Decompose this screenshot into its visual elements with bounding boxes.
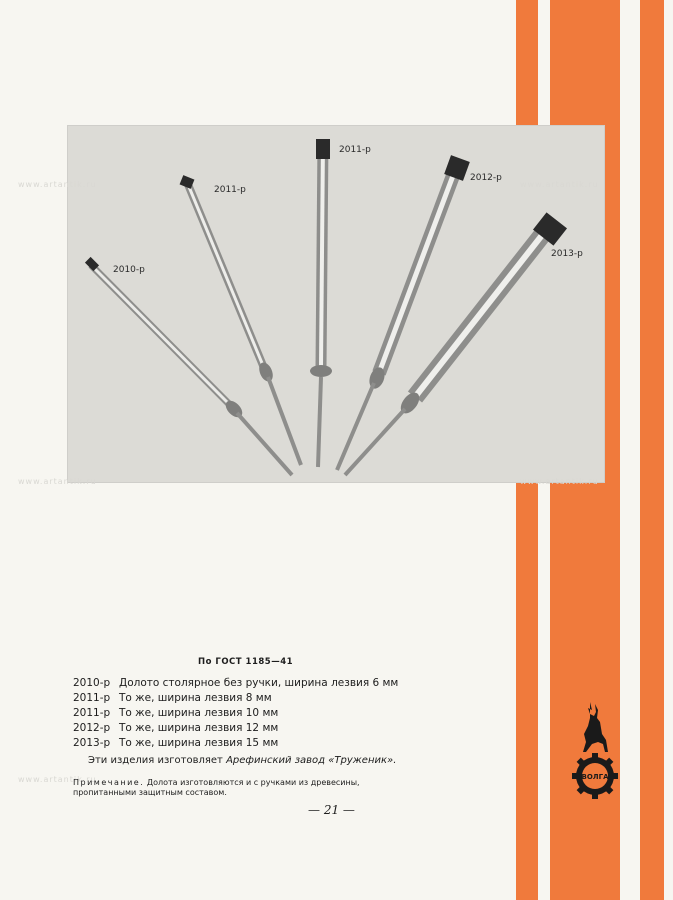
item-description: То же, ширина лезвия 8 мм xyxy=(119,692,272,704)
orange-stripe-3 xyxy=(640,0,664,900)
chisel-2012 xyxy=(337,155,470,470)
list-item xyxy=(73,737,278,749)
item-code: 2013-р xyxy=(73,737,111,749)
list-item xyxy=(73,677,398,689)
item-description: То же, ширина лезвия 12 мм xyxy=(119,722,279,734)
list-item xyxy=(73,707,278,719)
list-item xyxy=(73,722,278,734)
footnote-text: Долота изготовляются и с ручками из древесины, пропитанными защитным составом. xyxy=(73,778,360,797)
watermark: www.artantik.ru xyxy=(18,477,97,486)
watermark: www.artantik.ru xyxy=(18,775,97,784)
chisel-label-2012: 2012-р xyxy=(470,173,502,183)
chisel-label-2011-b: 2011-р xyxy=(339,145,371,155)
item-description: То же, ширина лезвия 15 мм xyxy=(119,737,279,749)
factory-logo xyxy=(570,700,620,804)
chisel-2013 xyxy=(345,212,567,475)
manufacturer-line xyxy=(88,755,396,766)
chisel-label-2011-a: 2011-р xyxy=(214,185,246,195)
item-code: 2011-р xyxy=(73,707,111,719)
standard-heading: По ГОСТ 1185—41 xyxy=(198,657,294,667)
list-item xyxy=(73,692,272,704)
item-description: То же, ширина лезвия 10 мм xyxy=(119,707,279,719)
chisels-photo xyxy=(67,125,605,483)
chisels-illustration xyxy=(67,125,605,483)
manufacturer-prefix: Эти изделия изготовляет xyxy=(88,755,223,766)
watermark: www.artantik.ru xyxy=(18,180,97,189)
item-code: 2011-р xyxy=(73,692,111,704)
footnote-label: Примечание. xyxy=(73,778,145,787)
chisel-label-2010: 2010-р xyxy=(113,265,145,275)
item-code: 2012-р xyxy=(73,722,111,734)
watermark: www.artantik.ru xyxy=(520,477,599,486)
item-description: Долото столярное без ручки, ширина лезвия 6 мм xyxy=(119,677,399,689)
logo-text: ВОЛГА xyxy=(581,773,609,781)
page-number: — 21 — xyxy=(308,803,355,817)
watermark: www.artantik.ru xyxy=(520,180,599,189)
chisel-label-2013: 2013-р xyxy=(551,249,583,259)
item-code: 2010-р xyxy=(73,677,111,689)
chisel-2011-b xyxy=(310,139,332,467)
manufacturer-name: Арефинский завод «Труженик». xyxy=(226,755,397,766)
footnote xyxy=(73,778,423,798)
chisel-2011-a xyxy=(180,175,301,465)
deer-logo-icon xyxy=(570,700,620,800)
